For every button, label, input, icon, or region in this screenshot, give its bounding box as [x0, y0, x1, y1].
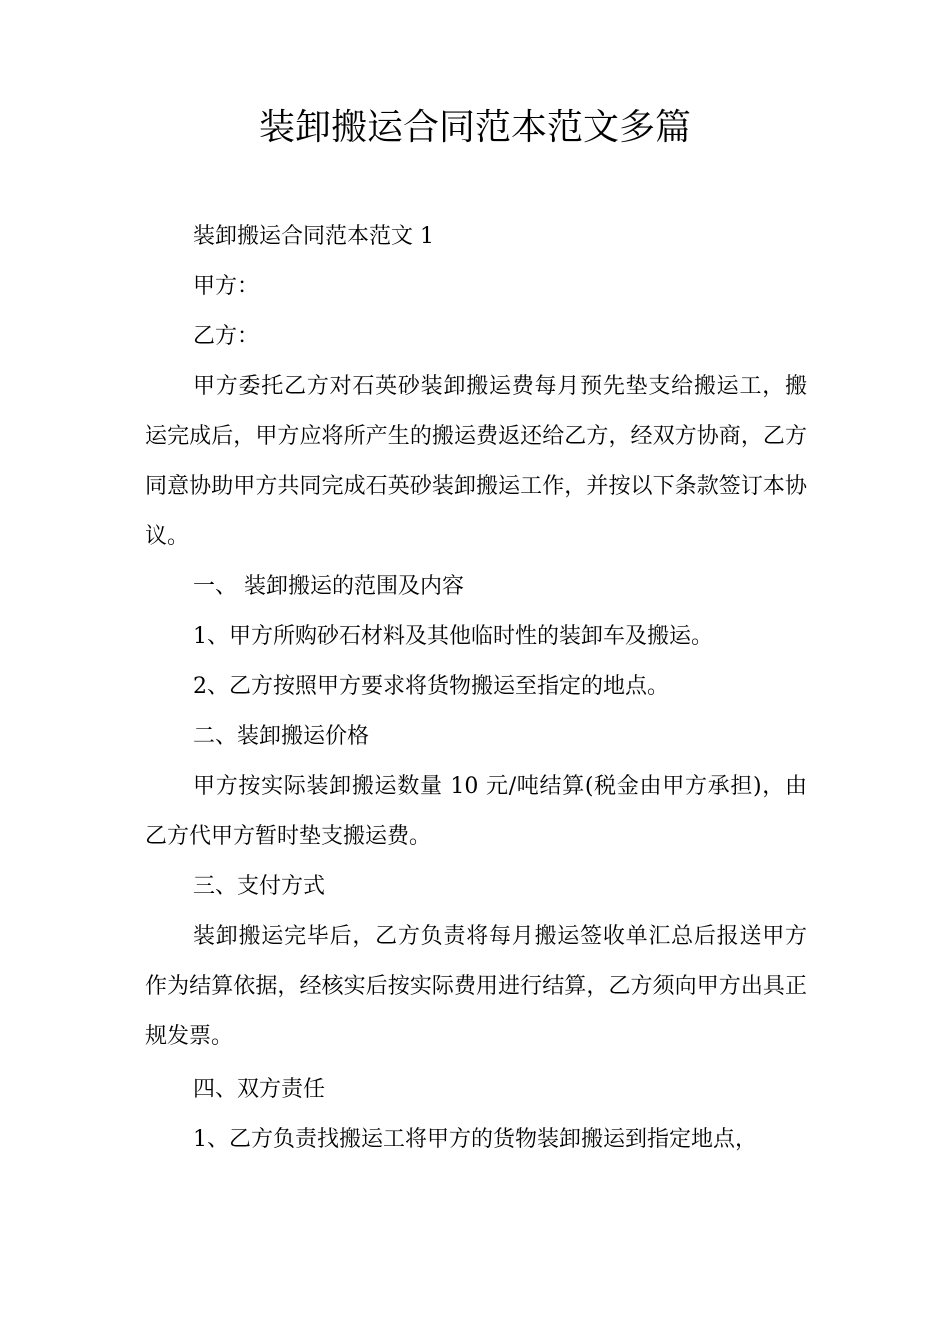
paragraph-clause-1-item-1: 1、甲方所购砂石材料及其他临时性的装卸车及搬运。 — [193, 624, 713, 649]
document-title: 装卸搬运合同范本范文多篇 — [258, 107, 691, 148]
paragraph-clause-3-heading: 三、支付方式 — [193, 874, 326, 899]
paragraph-party-b: 乙方： — [193, 324, 260, 349]
paragraph-clause-4-heading: 四、双方责任 — [193, 1077, 326, 1102]
paragraph-clause-2-heading: 二、装卸搬运价格 — [193, 724, 370, 749]
paragraph-intro: 甲方委托乙方对石英砂装卸搬运费每月预先垫支给搬运工，搬运完成后，甲方应将所产生的搬运费返还给乙方，经双方协商，乙方同意协助甲方共同完成石英砂装卸搬运工作，并按以下条款签订本协议。 — [145, 374, 807, 549]
paragraph-clause-3-body: 装卸搬运完毕后，乙方负责将每月搬运签收单汇总后报送甲方作为结算依据，经核实后按实际费用进行结算，乙方须向甲方出具正规发票。 — [145, 924, 807, 1049]
document-body — [145, 212, 807, 1165]
paragraph-section-heading: 装卸搬运合同范本范文 1 — [193, 224, 434, 249]
paragraph-clause-4-item-1: 1、乙方负责找搬运工将甲方的货物装卸搬运到指定地点， — [193, 1127, 757, 1152]
paragraph-party-a: 甲方： — [193, 274, 260, 299]
paragraph-clause-2-body: 甲方按实际装卸搬运数量 10 元/吨结算(税金由甲方承担)，由乙方代甲方暂时垫支搬运费。 — [145, 774, 807, 849]
paragraph-clause-1-heading: 一、 装卸搬运的范围及内容 — [193, 574, 464, 599]
paragraph-clause-1-item-2: 2、乙方按照甲方要求将货物搬运至指定的地点。 — [193, 674, 669, 699]
